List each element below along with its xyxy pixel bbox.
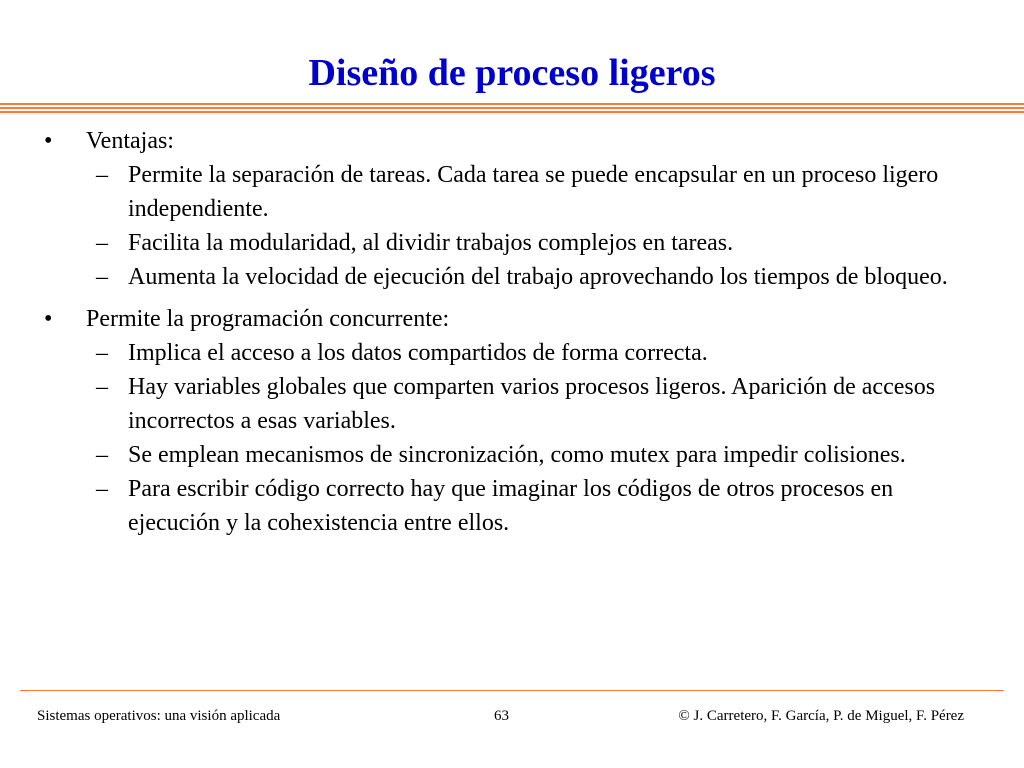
sub-item [0,370,1024,438]
dash-marker: – [96,340,108,366]
bullet-text: Ventajas: [86,128,174,154]
footer-book-title: Sistemas operativos: una visión aplicada [37,708,281,724]
sub-item-text: Aumenta la velocidad de ejecución del trabajo aprovechando los tiempos de bloqueo. [128,264,948,290]
footer-copyright: © J. Carretero, F. García, P. de Miguel, F. Pérez [678,708,964,724]
sub-item [0,158,1024,226]
slide-content [0,124,1024,540]
bullet-item-programacion-concurrente [0,302,1024,336]
sub-item [0,438,1024,472]
sub-item-text: Permite la separación de tareas. Cada tarea se puede encapsular en un proceso ligero independiente. [128,162,939,222]
bullet-item-ventajas [0,124,1024,158]
footer-divider [20,690,1004,691]
sub-item [0,260,1024,294]
sub-item-text: Hay variables globales que comparten varios procesos ligeros. Aparición de accesos incorrectos a esas variables. [128,374,936,434]
bullet-text: Permite la programación concurrente: [86,306,450,332]
dash-marker: – [96,374,108,400]
sub-item [0,336,1024,370]
dash-marker: – [96,442,108,468]
title-divider [0,103,1024,115]
sub-item [0,226,1024,260]
sub-item-text: Facilita la modularidad, al dividir trabajos complejos en tareas. [128,230,734,256]
dash-marker: – [96,264,108,290]
footer-page-number: 63 [494,708,509,724]
slide-title: Diseño de proceso ligeros [308,52,716,94]
sub-item-text: Para escribir código correcto hay que imaginar los códigos de otros procesos en ejecución y la cohexistencia entre ellos. [128,476,894,536]
dash-marker: – [96,230,108,256]
sub-item-text: Se emplean mecanismos de sincronización, como mutex para impedir colisiones. [128,442,906,468]
bullet-marker: • [44,128,53,154]
dash-marker: – [96,162,108,188]
bullet-marker: • [44,306,53,332]
sub-item-text: Implica el acceso a los datos compartidos de forma correcta. [128,340,708,366]
dash-marker: – [96,476,108,502]
sub-item [0,472,1024,540]
